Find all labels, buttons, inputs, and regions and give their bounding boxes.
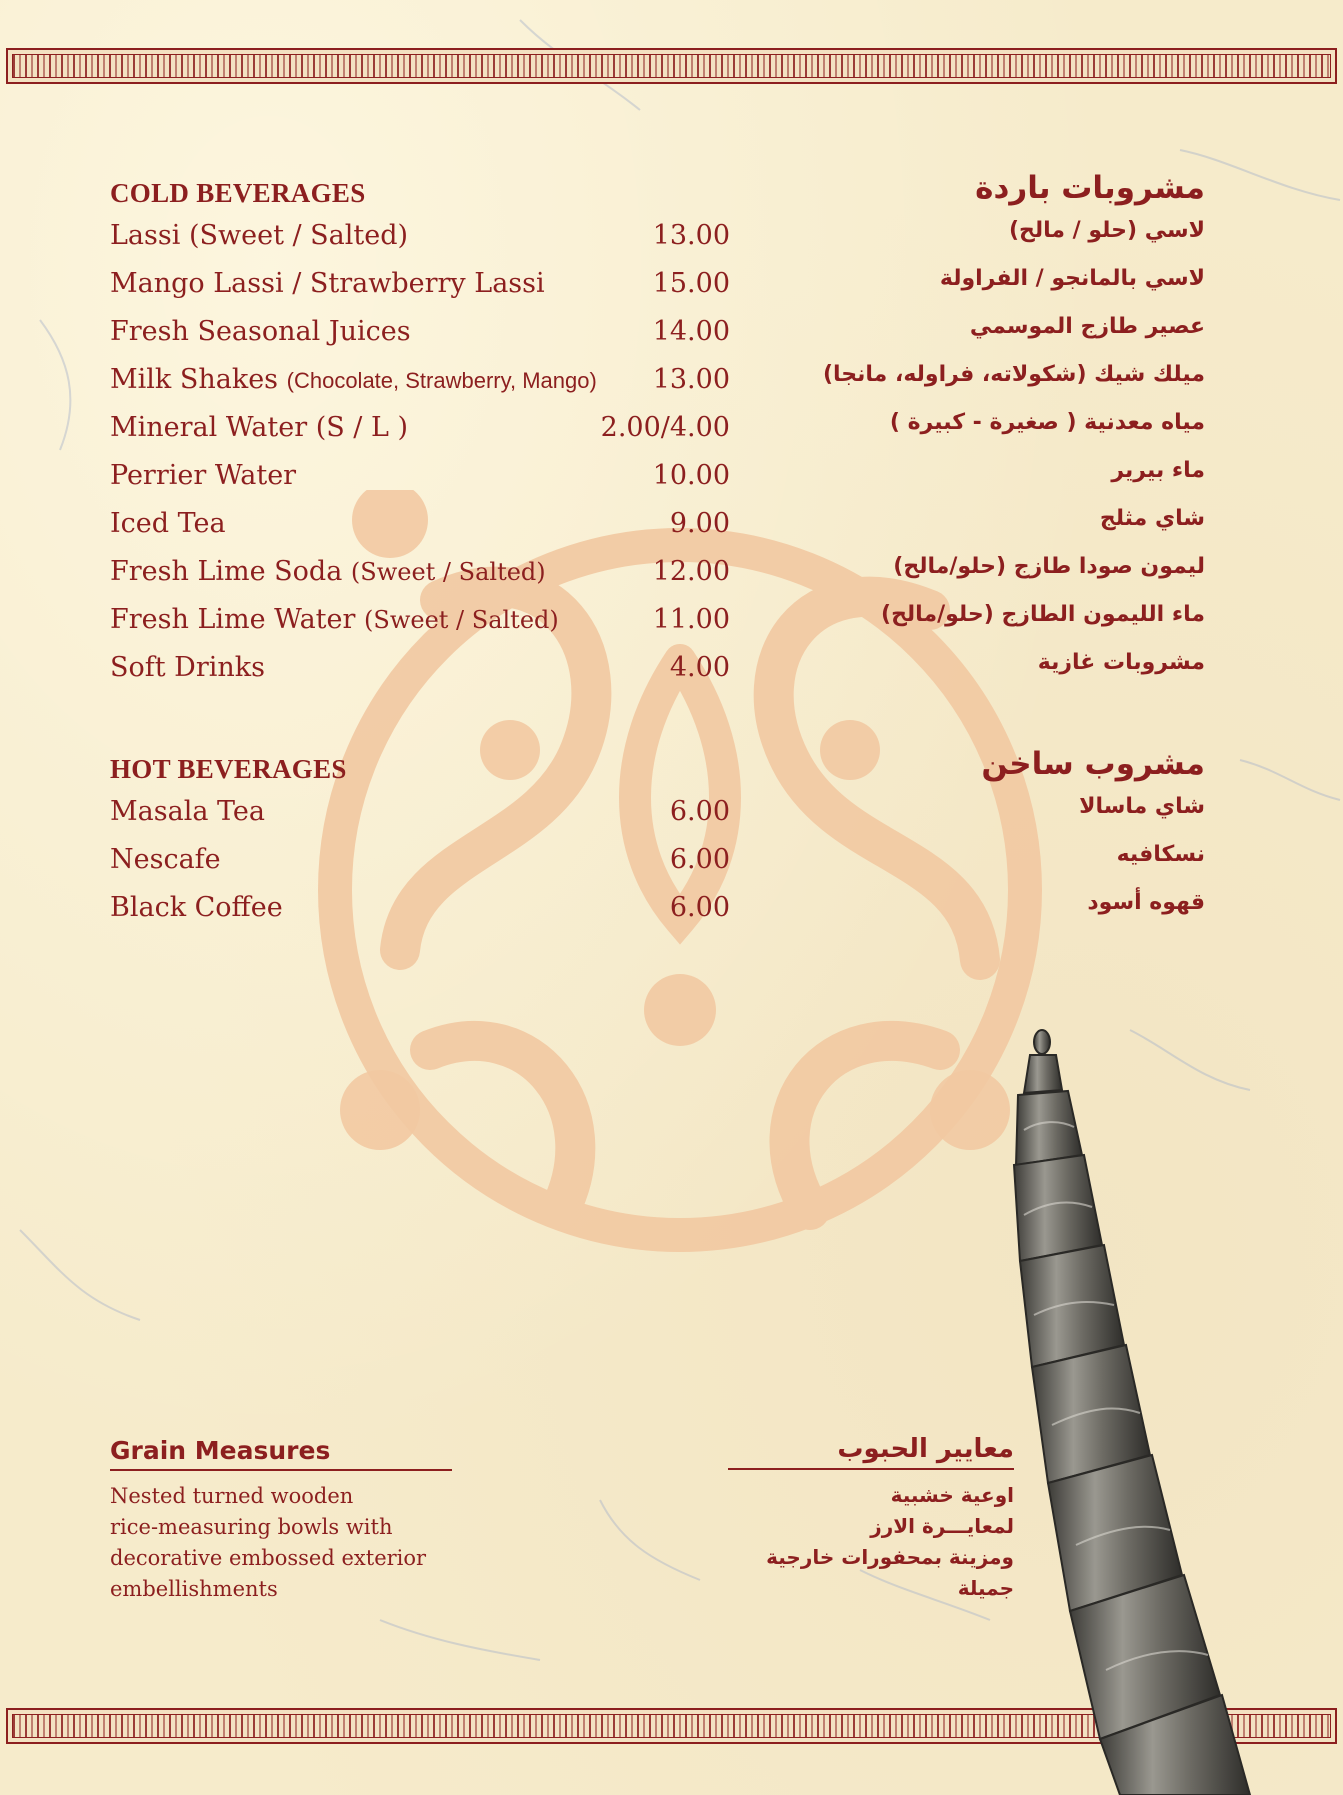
item-name: Fresh Seasonal Juices <box>110 316 411 347</box>
item-price: 15.00 <box>652 268 730 299</box>
item-price: 10.00 <box>652 460 730 491</box>
hot-beverages-heading-arabic: مشروب ساخن <box>981 746 1205 782</box>
menu-item <box>110 838 1205 886</box>
item-price: 13.00 <box>652 364 730 395</box>
item-name-arabic: ماء بيرير <box>1111 458 1205 483</box>
item-name: Fresh Lime Water (Sweet / Salted) <box>110 604 559 635</box>
menu-item <box>110 886 1205 934</box>
item-name: Milk Shakes (Chocolate, Strawberry, Mango) <box>110 364 597 395</box>
cold-beverages-section <box>110 170 1205 694</box>
item-name: Iced Tea <box>110 508 226 539</box>
item-name: Black Coffee <box>110 892 283 923</box>
cold-beverages-heading-arabic: مشروبات باردة <box>975 170 1205 206</box>
item-name: Mango Lassi / Strawberry Lassi <box>110 268 545 299</box>
item-name: Soft Drinks <box>110 652 265 683</box>
caption-title-arabic: معايير الحبوب <box>728 1434 1014 1470</box>
item-note: (Sweet / Salted) <box>364 606 559 634</box>
item-name: Perrier Water <box>110 460 297 491</box>
item-price: 13.00 <box>652 220 730 251</box>
menu-item <box>110 358 1205 406</box>
hot-heading-row <box>110 746 1205 790</box>
item-note: (Sweet / Salted) <box>350 558 546 586</box>
menu-item <box>110 790 1205 838</box>
item-name-arabic: عصير طازج الموسمي <box>969 314 1205 339</box>
menu-item <box>110 502 1205 550</box>
item-name: Masala Tea <box>110 796 265 827</box>
item-name-arabic: ماء الليمون الطازج (حلو/مالح) <box>881 602 1205 627</box>
item-name: Nescafe <box>110 844 221 875</box>
item-price: 12.00 <box>652 556 730 587</box>
menu-item <box>110 214 1205 262</box>
top-ornamental-border <box>6 48 1337 84</box>
item-name-arabic: شاي ماسالا <box>1079 794 1205 819</box>
item-note: (Chocolate, Strawberry, Mango) <box>286 368 597 393</box>
item-price: 2.00/4.00 <box>600 412 730 443</box>
caption-text-arabic: اوعية خشبية لمعايـــرة الارز ومزينة بمحفورات خارجية جميلة <box>766 1483 1014 1600</box>
caption-title: Grain Measures <box>110 1436 452 1471</box>
grain-measures-caption-arabic <box>728 1434 1014 1604</box>
menu-item <box>110 310 1205 358</box>
item-name-arabic: نسكافيه <box>1116 842 1205 867</box>
item-name: Lassi (Sweet / Salted) <box>110 220 409 251</box>
cold-beverages-heading: COLD BEVERAGES <box>110 178 366 208</box>
item-name-arabic: شاي مثلج <box>1099 506 1205 531</box>
menu-item <box>110 550 1205 598</box>
item-name-arabic: لاسي بالمانجو / الفراولة <box>939 266 1205 291</box>
menu-item <box>110 646 1205 694</box>
hot-beverages-section <box>110 746 1205 934</box>
item-name-arabic: لاسي (حلو / مالح) <box>1008 218 1205 243</box>
menu-item <box>110 262 1205 310</box>
item-price: 11.00 <box>652 604 730 635</box>
item-price: 6.00 <box>669 844 730 875</box>
hot-beverages-heading: HOT BEVERAGES <box>110 754 347 784</box>
item-name: Mineral Water (S / L ) <box>110 412 409 443</box>
menu-item <box>110 598 1205 646</box>
item-name-arabic: مياه معدنية ( صغيرة - كبيرة ) <box>889 410 1205 435</box>
item-price: 14.00 <box>652 316 730 347</box>
grain-measure-photo <box>1010 1015 1343 1795</box>
menu-item <box>110 406 1205 454</box>
menu-item <box>110 454 1205 502</box>
item-note: (Sweet / Salted) <box>188 220 409 251</box>
item-price: 9.00 <box>669 508 730 539</box>
item-name: Fresh Lime Soda (Sweet / Salted) <box>110 556 546 587</box>
caption-text: Nested turned wooden rice-measuring bowls with decorative embossed exterior embellishments <box>110 1484 427 1601</box>
cold-heading-row <box>110 170 1205 214</box>
item-price: 6.00 <box>669 892 730 923</box>
item-price: 6.00 <box>669 796 730 827</box>
item-name-arabic: ليمون صودا طازج (حلو/مالح) <box>893 554 1205 579</box>
item-price: 4.00 <box>669 652 730 683</box>
item-name-arabic: ميلك شيك (شكولاته، فراوله، مانجا) <box>822 362 1205 387</box>
item-name-arabic: مشروبات غازية <box>1037 650 1205 675</box>
grain-measures-caption <box>110 1436 452 1605</box>
item-name-arabic: قهوه أسود <box>1087 890 1205 915</box>
